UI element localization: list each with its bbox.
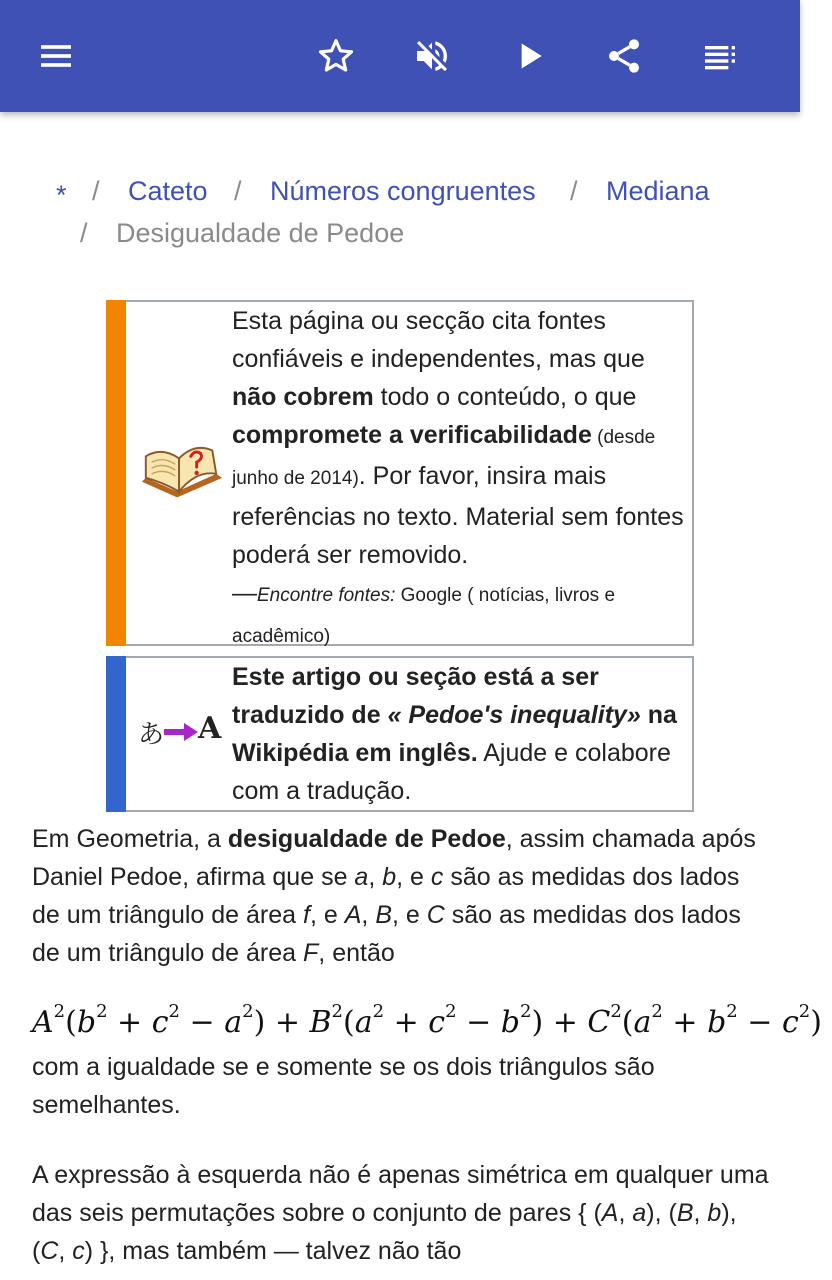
symmetry-paragraph: A expressão à esquerda não é apenas simétrica em qualquer uma das seis permutações sobre o conjunto de pares { (A, a), (B, b), (C, c) }, mas também — talvez não tão — [32, 1161, 769, 1265]
source-article-link[interactable]: « Pedoe's inequality» — [387, 701, 641, 729]
breadcrumb-item-cateto[interactable]: Cateto — [128, 176, 208, 206]
play-icon — [510, 36, 550, 76]
find-sources-links[interactable]: Google ( notícias, livros e acadêmico) — [232, 585, 616, 647]
app-bar — [0, 0, 800, 112]
breadcrumb-separator: / — [570, 176, 578, 206]
notice-accent-bar — [106, 656, 126, 812]
breadcrumb-current: Desigualdade de Pedoe — [116, 218, 405, 248]
references-notice — [106, 300, 694, 646]
translate-icon: あ A — [138, 711, 222, 750]
breadcrumb-separator: / — [234, 176, 242, 206]
breadcrumb-separator: / — [80, 218, 88, 248]
star-icon — [316, 36, 356, 76]
breadcrumb-root[interactable]: * — [56, 180, 67, 210]
share-icon — [604, 36, 644, 76]
breadcrumb-item-numeros-congruentes[interactable]: Números congruentes — [270, 176, 536, 206]
book-question-icon — [138, 436, 226, 506]
breadcrumb-separator: / — [92, 176, 100, 206]
breadcrumb-item-mediana[interactable]: Mediana — [606, 176, 710, 206]
play-button[interactable] — [502, 28, 558, 84]
mute-button[interactable] — [404, 28, 460, 84]
notice-accent-bar — [106, 300, 126, 646]
menu-button[interactable] — [28, 28, 84, 84]
pedoe-inequality-formula: $A^2(b^2 + c^2 - a^2) + B^2(a^2 + c^2 - b^2) + C^2(a^2 + b^2 - c^2)$ — [32, 1001, 822, 1040]
equality-paragraph: com a igualdade se e somente se os dois triângulos são semelhantes. — [32, 1053, 655, 1119]
translation-notice — [106, 656, 694, 812]
notice-text: Esta página ou secção cita fontes confiáveis e independentes, mas que não cobrem todo o conteúdo, o que compromete a verificabilidade (desde junho de 2014). Por favor, insira mais referências no texto. Material sem fontes poderá ser removido. —Encontre fontes: Google ( notícias, livros e acadêmico) — [232, 307, 684, 647]
playlist-icon — [700, 36, 740, 76]
contents-button[interactable] — [692, 28, 748, 84]
volume-off-icon — [412, 36, 452, 76]
notice-text: Este artigo ou seção está a ser traduzido de « Pedoe's inequality» na Wikipédia em inglês. Ajude e colabore com a tradução. — [232, 663, 677, 805]
favorite-button[interactable] — [308, 28, 364, 84]
intro-paragraph: Em Geometria, a desigualdade de Pedoe, assim chamada após Daniel Pedoe, afirma que se a, b, e c são as medidas dos lados de um triângulo de área f, e A, B, e C são as medidas dos lados de um triângulo de área F, então — [32, 825, 756, 967]
arrow-right-icon — [164, 722, 198, 742]
share-button[interactable] — [596, 28, 652, 84]
menu-icon — [36, 36, 76, 76]
